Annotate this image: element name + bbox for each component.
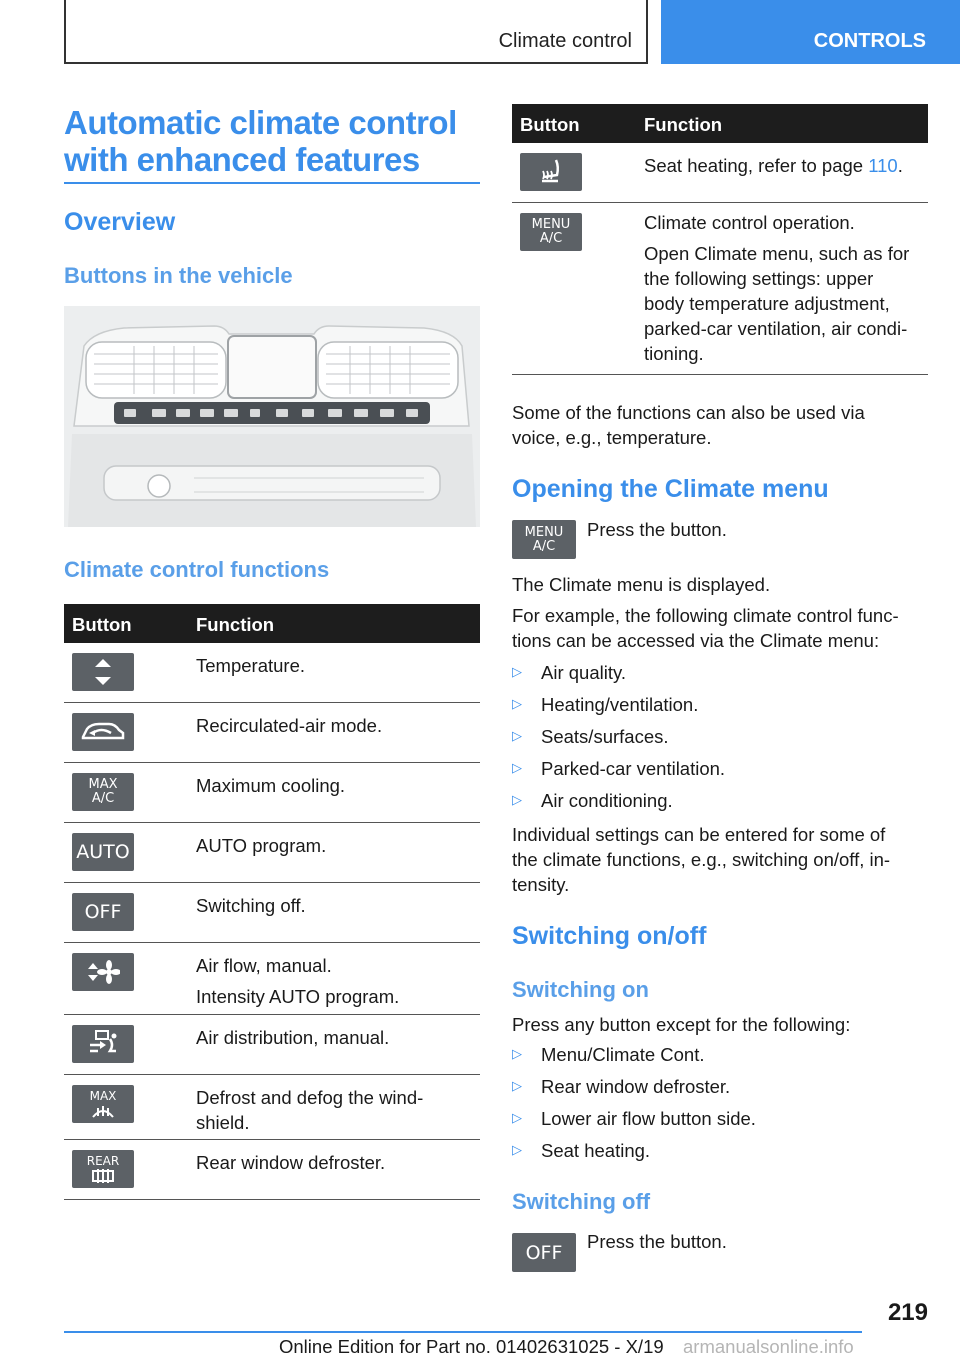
footer-rule [64,1331,862,1333]
off-icon: OFF [72,893,134,931]
individual-settings-text: Individual settings can be entered for some of the climate functions, e.g., switching on/off, in- tensity. [512,824,891,895]
function-line: Air flow, manual. [196,955,332,976]
max-ac-icon: MAX A/C [72,773,134,811]
press-button-text: Press the button. [587,519,727,540]
table-row [512,143,928,203]
temperature-arrows-icon [72,653,134,691]
max-defrost-icon: MAX [72,1085,134,1123]
header-frame [64,0,648,64]
seat-heating-suffix: . [897,155,903,176]
climate-menu-table [512,104,928,375]
menu-displayed-text: The Climate menu is displayed. [512,574,771,595]
header-chapter-tab[interactable]: CONTROLS [661,0,960,64]
function-text [644,153,903,178]
function-line: Intensity AUTO program. [196,986,400,1007]
table-row [64,1015,480,1075]
function-text: Maximum cooling. [196,775,346,796]
climate-functions-heading: Climate control functions [64,557,330,582]
table-row [64,1140,480,1200]
page-number: 219 [887,1299,928,1326]
col-button-header: Button [72,614,132,635]
table-row [64,1075,480,1140]
press-button-off-text: Press the button. [587,1231,727,1252]
col-function-header: Function [644,114,723,135]
switching-off-heading: Switching off [512,1189,651,1214]
voice-note: Some of the functions can also be used via voice, e.g., temperature. [512,402,865,448]
function-text: Air distribution, manual. [196,1027,390,1048]
header-section-title: Climate control [498,30,632,52]
menu-ac-icon: MENU A/C [520,213,582,251]
switching-on-heading: Switching on [512,977,649,1002]
buttons-in-vehicle-heading: Buttons in the vehicle [64,263,293,288]
table-row [64,763,480,823]
climate-functions-table [64,604,480,1200]
climate-panel-photo [64,306,480,527]
table-row [512,203,928,375]
seat-heating-icon [520,153,582,191]
example-text: For example, the following climate control func- tions can be accessed via the Climate menu: [512,605,899,651]
function-line: Climate control operation. [644,212,855,233]
function-text: Temperature. [196,655,305,676]
function-text [196,953,399,1015]
recirculation-car-icon [72,713,134,751]
off-icon: OFF [512,1233,576,1272]
col-function-header: Function [196,614,275,635]
function-text: Recirculated-air mode. [196,715,383,736]
table-header [512,104,928,143]
seat-heating-text: Seat heating, refer to page [644,155,869,176]
function-text: Defrost and defog the wind- shield. [196,1087,424,1133]
opening-climate-menu-heading: Opening the Climate menu [512,475,829,503]
function-line: Open Climate menu, such as for the following settings: upper body temperature adjustment, parked-car ventilation, air condi- tioning. [644,243,910,364]
function-text [644,210,930,372]
page-title: Automatic climate control with enhanced features [64,104,457,178]
table-row [64,643,480,703]
switching-heading: Switching on/off [512,922,707,950]
page-ref-link[interactable]: 110 [868,155,898,176]
air-distribution-icon [72,1025,134,1063]
table-row [64,823,480,883]
auto-icon: AUTO [72,833,134,871]
overview-heading: Overview [64,208,176,236]
rear-defrost-icon: REAR [72,1150,134,1188]
edition-text: Online Edition for Part no. 01402631025 - X/19 [279,1336,664,1357]
fan-arrows-icon [72,953,134,991]
function-text: Rear window defroster. [196,1152,386,1173]
col-button-header: Button [520,114,580,135]
function-text: Switching off. [196,895,306,916]
table-header [64,604,480,643]
switching-on-intro: Press any button except for the following: [512,1014,851,1035]
table-row [64,943,480,1015]
table-row [64,703,480,763]
watermark: armanualsonline.info [683,1336,854,1357]
menu-ac-icon: MENU A/C [512,520,576,559]
table-row [64,883,480,943]
function-text: AUTO program. [196,835,327,856]
title-rule [64,182,480,184]
